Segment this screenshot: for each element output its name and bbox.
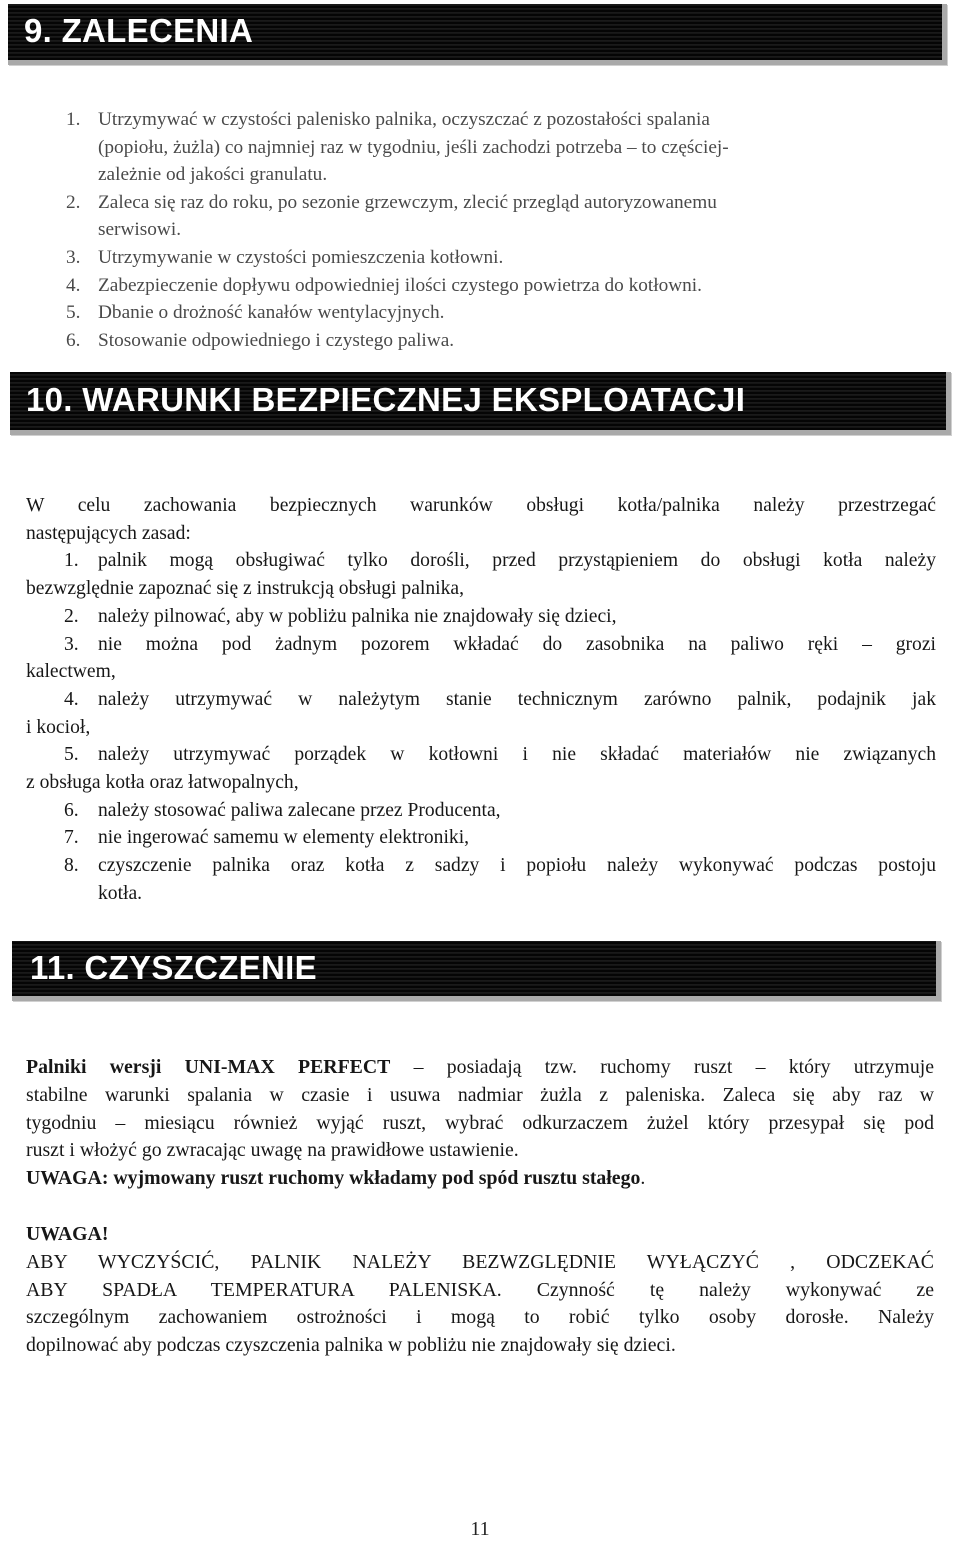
recommendation-number: 1. bbox=[66, 109, 81, 130]
rule-line bbox=[26, 603, 936, 631]
rule-number: 8. bbox=[64, 855, 79, 877]
paragraph-text: – posiadają tzw. ruchomy ruszt – który utrzymuje bbox=[390, 1056, 934, 1078]
recommendation-line bbox=[66, 161, 926, 189]
recommendation-line bbox=[66, 216, 926, 244]
note-line bbox=[26, 1165, 934, 1193]
rule-line bbox=[26, 631, 936, 659]
rule-text: nie ingerować samemu w elementy elektroniki, bbox=[98, 827, 470, 849]
rule-line: bezwzględnie zapoznać się z instrukcją obsługi palnika, bbox=[26, 578, 464, 600]
rule-number: 5. bbox=[64, 744, 79, 766]
recommendation-number: 3. bbox=[66, 246, 81, 268]
product-name: Palniki wersji UNI-MAX PERFECT bbox=[26, 1056, 391, 1078]
paragraph-line: ruszt i włożyć go zwracając uwagę na prawidłowe ustawienie. bbox=[26, 1139, 519, 1162]
rule-number: 2. bbox=[64, 605, 79, 627]
recommendation-line bbox=[66, 189, 926, 217]
recommendation-text: Stosowanie odpowiedniego i czystego paliwa. bbox=[98, 329, 455, 351]
rule-line bbox=[26, 797, 936, 825]
rule-text: czyszczenie palnika oraz kotła z sadzy i popiołu należy wykonywać podczas postoju bbox=[98, 855, 936, 877]
warning-title-text: UWAGA! bbox=[26, 1222, 109, 1245]
rule-line bbox=[26, 824, 936, 852]
rule-line bbox=[26, 686, 936, 714]
note-end: . bbox=[640, 1167, 646, 1190]
section-9-list bbox=[66, 106, 926, 354]
warning-line: szczególnym zachowaniem ostrożności i mogą to robić tylko osoby dorosłe. Należy bbox=[26, 1306, 934, 1329]
recommendation-line bbox=[66, 244, 926, 272]
section-10-heading-banner bbox=[10, 372, 951, 435]
rule-line: i kocioł, bbox=[26, 716, 91, 738]
recommendation-text: Utrzymywać w czystości palenisko palnika, oczyszczać z pozostałości spalania bbox=[98, 109, 710, 130]
recommendation-number: 5. bbox=[66, 302, 81, 324]
rule-text: palnik mogą obsługiwać tylko dorośli, przed przystąpieniem do obsługi kotła należy bbox=[98, 550, 936, 572]
recommendation-line bbox=[66, 299, 926, 327]
rule-number: 1. bbox=[64, 550, 79, 572]
section-11-body bbox=[26, 1054, 934, 1360]
recommendation-line bbox=[66, 272, 926, 300]
section-11-heading: 11. CZYSZCZENIE bbox=[30, 948, 317, 986]
warning-title bbox=[26, 1221, 934, 1249]
rule-line bbox=[26, 852, 936, 880]
rule-line bbox=[26, 741, 936, 769]
rule-line: z obsługa kotła oraz łatwopalnych, bbox=[26, 772, 299, 794]
rule-number: 4. bbox=[64, 688, 79, 710]
rule-text: nie można pod żadnym pozorem wkładać do zasobnika na paliwo ręki – grozi bbox=[98, 633, 936, 655]
recommendation-number: 4. bbox=[66, 274, 81, 296]
section-11-heading-banner bbox=[12, 941, 941, 1001]
page-number: 11 bbox=[470, 1518, 490, 1540]
rule-line: kalectwem, bbox=[26, 661, 116, 683]
recommendation-line bbox=[66, 134, 926, 162]
recommendation-number bbox=[66, 161, 98, 189]
rule-line: kotła. bbox=[98, 882, 143, 904]
rule-text: należy pilnować, aby w pobliżu palnika nie znajdowały się dzieci, bbox=[98, 605, 617, 627]
warning-line: ABY SPADŁA TEMPERATURA PALENISKA. Czynność tę należy wykonywać ze bbox=[26, 1278, 934, 1301]
section-9-heading-banner bbox=[8, 4, 947, 65]
recommendation-text: Dbanie o drożność kanałów wentylacyjnych. bbox=[98, 302, 445, 324]
recommendation-text: Utrzymywanie w czystości pomieszczenia kotłowni. bbox=[98, 246, 504, 268]
warning-line: ABY WYCZYŚCIĆ, PALNIK NALEŻY BEZWZGLĘDNIE WYŁĄCZYĆ , ODCZEKAĆ bbox=[26, 1250, 934, 1273]
note-bold: UWAGA: wyjmowany ruszt ruchomy wkładamy pod spód rusztu stałego bbox=[26, 1167, 641, 1190]
section-10-body bbox=[26, 492, 936, 908]
recommendation-number bbox=[66, 134, 98, 162]
warning-line: dopilnować aby podczas czyszczenia palnika w pobliżu nie znajdowały się dzieci. bbox=[26, 1334, 676, 1357]
section-9-heading: 9. ZALECENIA bbox=[24, 12, 254, 50]
intro-line: następujących zasad: bbox=[26, 522, 191, 544]
rule-text: należy utrzymywać w należytym stanie technicznym zarówno palnik, podajnik jak bbox=[98, 688, 936, 710]
recommendation-line bbox=[66, 327, 926, 355]
recommendation-number: 6. bbox=[66, 329, 81, 351]
recommendation-number bbox=[66, 216, 98, 244]
rule-number: 3. bbox=[64, 633, 79, 655]
paragraph-line: stabilne warunki spalania w czasie i usuwa nadmiar żużla z paleniska. Zaleca się aby raz w bbox=[26, 1083, 934, 1106]
recommendation-text: (popiołu, żużla) co najmniej raz w tygodniu, jeśli zachodzi potrzeba – to częściej- bbox=[98, 136, 729, 158]
recommendation-text: zależnie od jakości granulatu. bbox=[98, 164, 328, 186]
rule-number: 7. bbox=[64, 827, 79, 849]
rule-text: należy utrzymywać porządek w kotłowni i nie składać materiałów nie związanych bbox=[98, 744, 936, 766]
intro-line: W celu zachowania bezpiecznych warunków obsługi kotła/palnika należy przestrzegać bbox=[26, 495, 936, 516]
recommendation-text: Zabezpieczenie dopływu odpowiedniej ilości czystego powietrza do kotłowni. bbox=[98, 274, 702, 296]
section-10-heading: 10. WARUNKI BEZPIECZNEJ EKSPLOATACJI bbox=[26, 381, 746, 419]
paragraph-line: tygodniu – miesiącu również wyjąć ruszt, wybrać odkurzaczem żużel który przesypał się pod bbox=[26, 1111, 934, 1134]
recommendation-text: Zaleca się raz do roku, po sezonie grzewczym, zlecić przegląd autoryzowanemu bbox=[98, 191, 717, 213]
recommendation-number: 2. bbox=[66, 191, 81, 213]
paragraph-line bbox=[26, 1054, 934, 1082]
recommendation-line bbox=[66, 106, 926, 134]
recommendation-text: serwisowi. bbox=[98, 219, 182, 241]
rule-text: należy stosować paliwa zalecane przez Producenta, bbox=[98, 799, 501, 821]
rule-line bbox=[26, 547, 936, 575]
rule-number: 6. bbox=[64, 799, 79, 821]
